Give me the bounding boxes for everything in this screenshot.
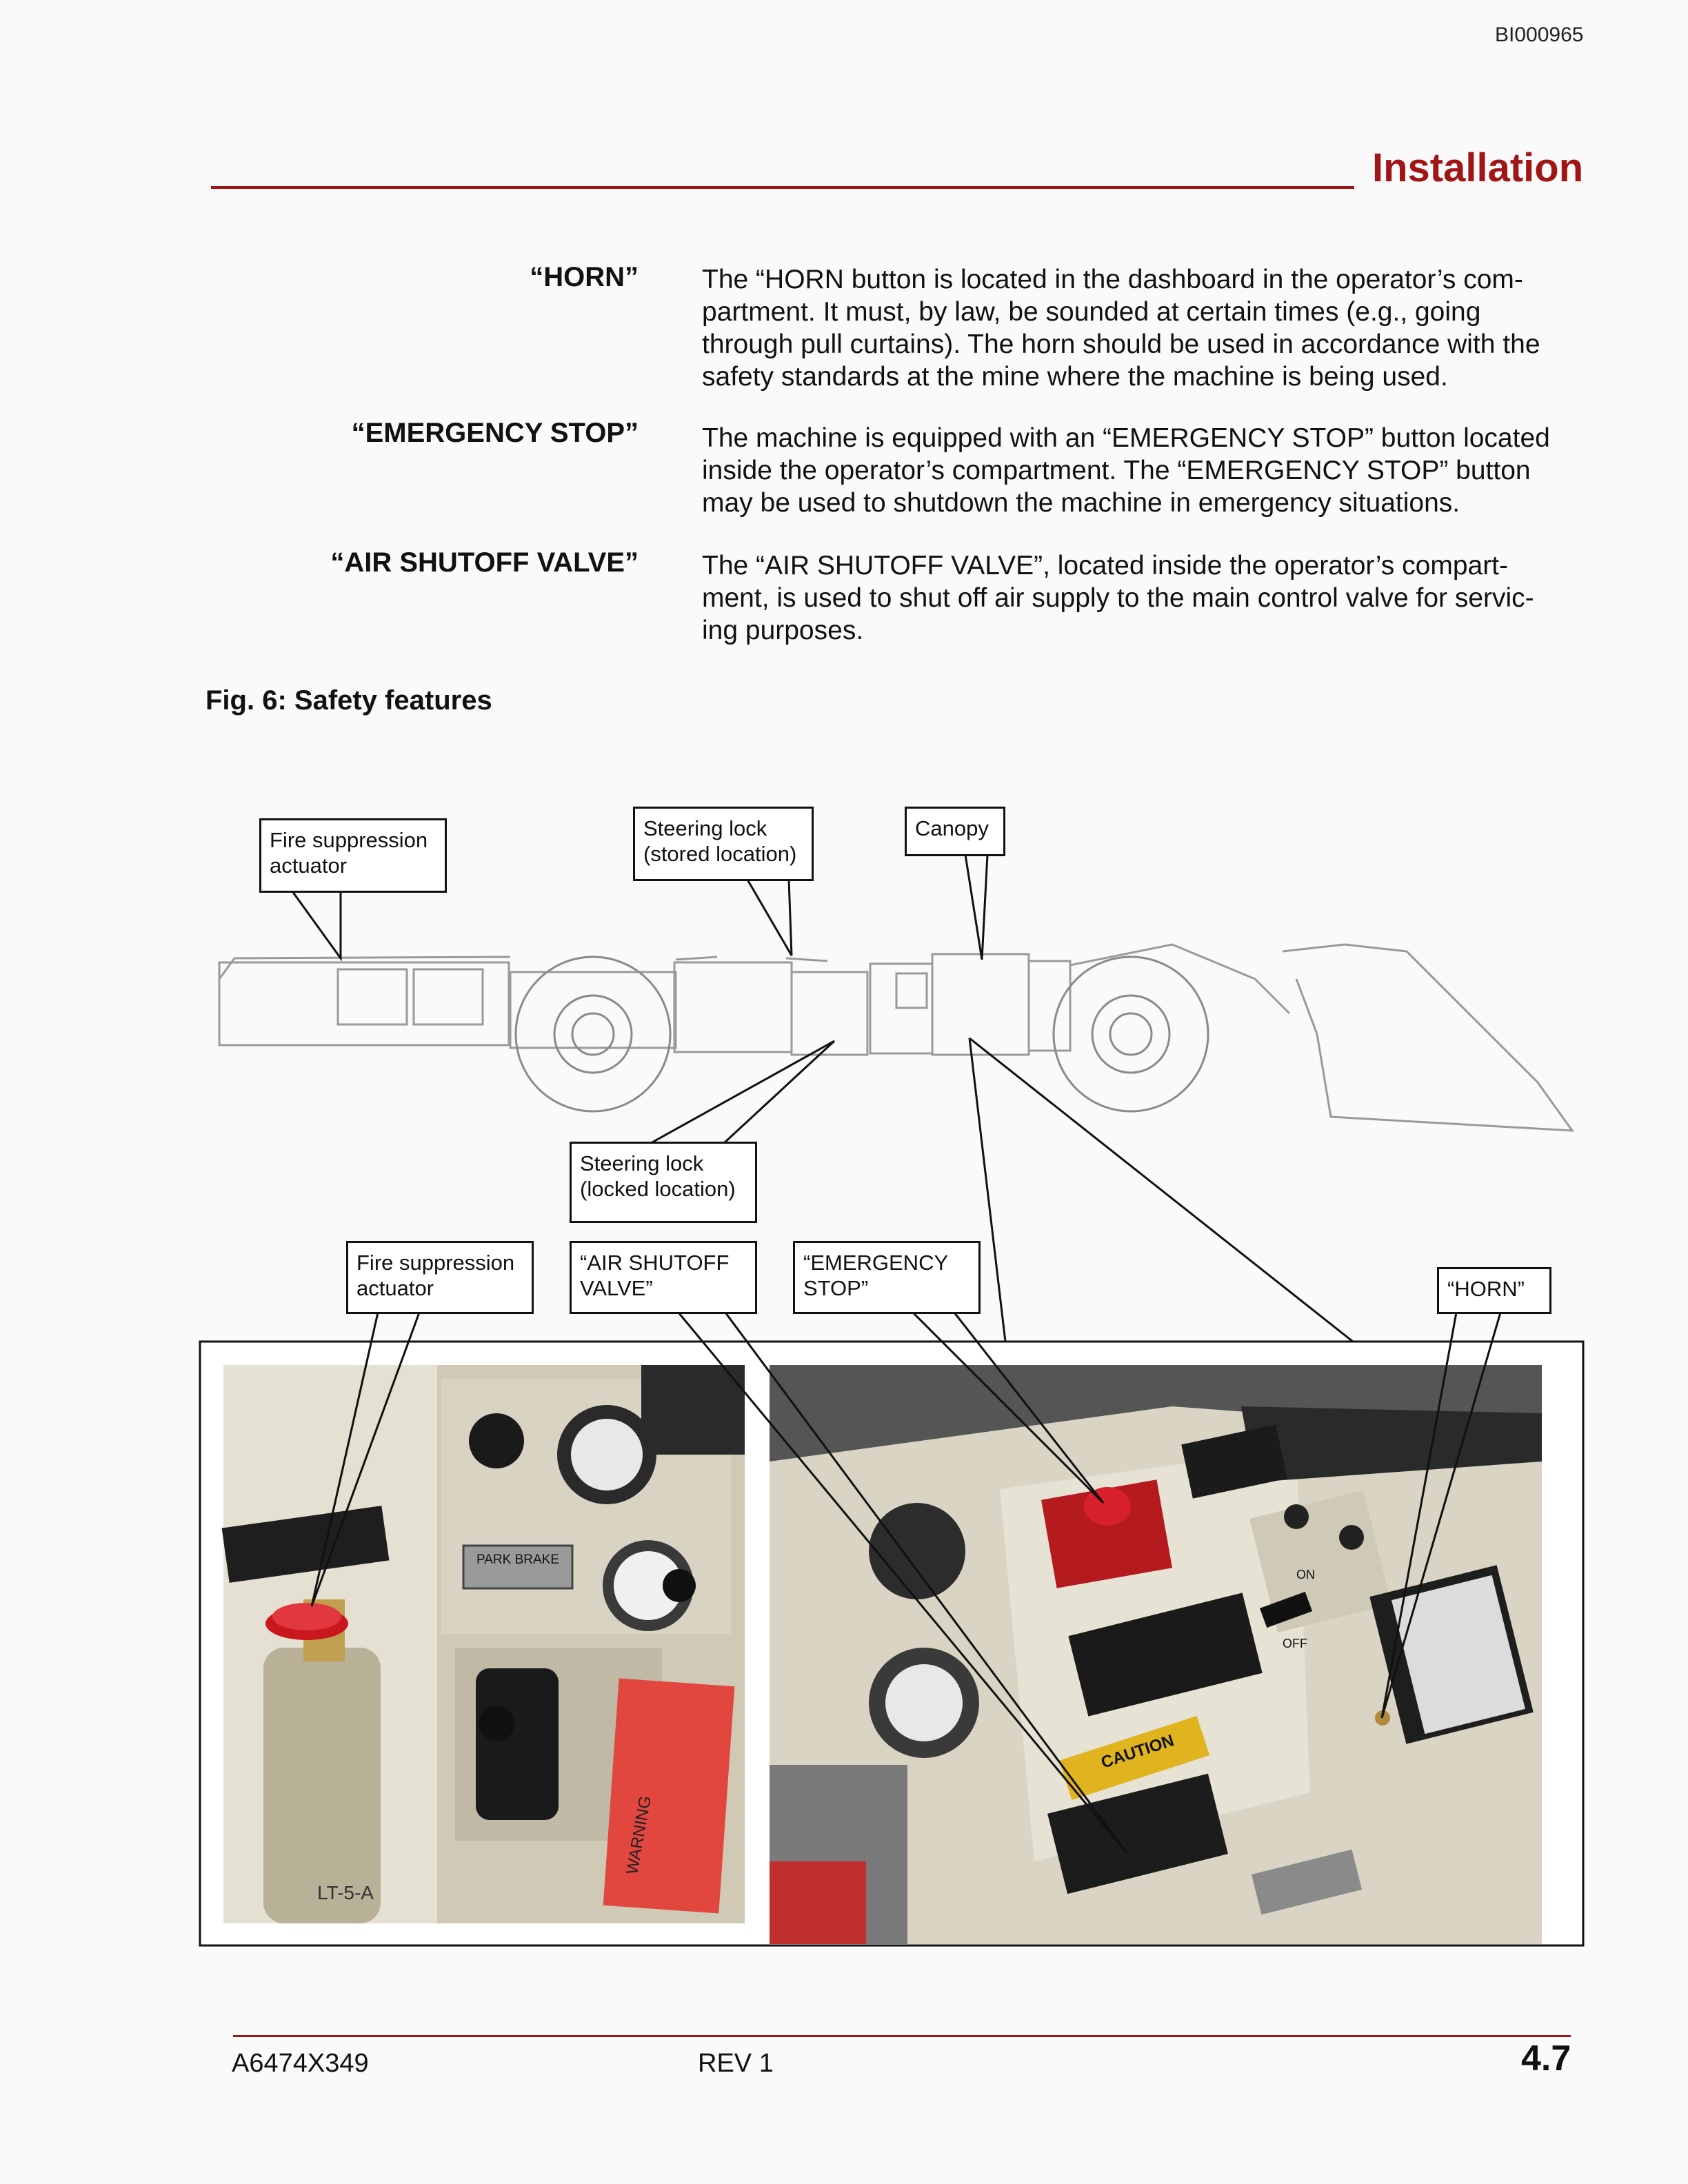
leader-steering-lock-stored	[747, 880, 792, 956]
description-line: partment. It must, by law, be sounded at certain times (e.g., going	[702, 297, 1481, 327]
section-title: Installation	[1372, 145, 1584, 190]
photo-right	[770, 1365, 1542, 1944]
term-emergency-stop: “EMERGENCY STOP”	[351, 418, 639, 448]
callout-canopy: Canopy	[905, 807, 1005, 856]
extinguisher-label: LT-5-A	[317, 1882, 374, 1903]
leader-canopy	[965, 855, 987, 960]
footer-rule	[233, 2035, 1571, 2037]
leader-steering-lock-locked	[651, 1041, 834, 1143]
term-air-shutoff-valve: “AIR SHUTOFF VALVE”	[330, 547, 639, 578]
callout-air-shutoff-valve: “AIR SHUTOFF VALVE”	[570, 1241, 757, 1314]
photo-left	[222, 1365, 745, 1923]
horn-switch-on-label: ON	[1296, 1568, 1315, 1581]
callout-horn: “HORN”	[1437, 1267, 1551, 1314]
description-line: The “HORN button is located in the dashboard in the operator’s com-	[702, 265, 1523, 294]
description-line: inside the operator’s compartment. The “EMERGENCY STOP” button	[702, 456, 1531, 485]
document-number: A6474X349	[232, 2049, 369, 2078]
description-line: The “AIR SHUTOFF VALVE”, located inside the operator’s compart-	[702, 551, 1509, 580]
park-brake-plate-text: PARK BRAKE	[476, 1553, 560, 1567]
callout-fire-suppression-top: Fire suppression actuator	[259, 818, 447, 893]
page-number: 4.7	[1521, 2039, 1571, 2079]
callout-emergency-stop: “EMERGENCY STOP”	[793, 1241, 981, 1314]
loader-side-view-drawing	[219, 944, 1572, 1131]
description-line: safety standards at the mine where the machine is being used.	[702, 362, 1448, 392]
callout-fire-suppression-bottom: Fire suppression actuator	[346, 1241, 534, 1314]
revision: REV 1	[698, 2049, 774, 2078]
description-line: The machine is equipped with an “EMERGENCY STOP” button located	[702, 423, 1550, 453]
callout-steering-lock-locked: Steering lock (locked location)	[570, 1142, 757, 1223]
loader-wheels	[516, 957, 1208, 1111]
description-line: ing purposes.	[702, 616, 864, 645]
description-line: through pull curtains). The horn should be used in accordance with the	[702, 330, 1540, 359]
leader-horn-photo	[969, 1038, 1353, 1342]
description-line: ment, is used to shut off air supply to the main control valve for servic-	[702, 583, 1534, 613]
horn-switch-off-label: OFF	[1283, 1637, 1307, 1650]
term-horn: “HORN”	[530, 262, 639, 292]
warning-tag-text: WARNING	[623, 1794, 655, 1877]
description-line: may be used to shutdown the machine in emergency situations.	[702, 488, 1460, 518]
callout-steering-lock-stored: Steering lock (stored location)	[633, 807, 814, 881]
caution-label: CAUTION	[1098, 1731, 1176, 1772]
figure-caption: Fig. 6: Safety features	[205, 685, 492, 716]
leader-fire-suppression-top	[292, 891, 341, 958]
document-id: BI000965	[1495, 23, 1584, 46]
